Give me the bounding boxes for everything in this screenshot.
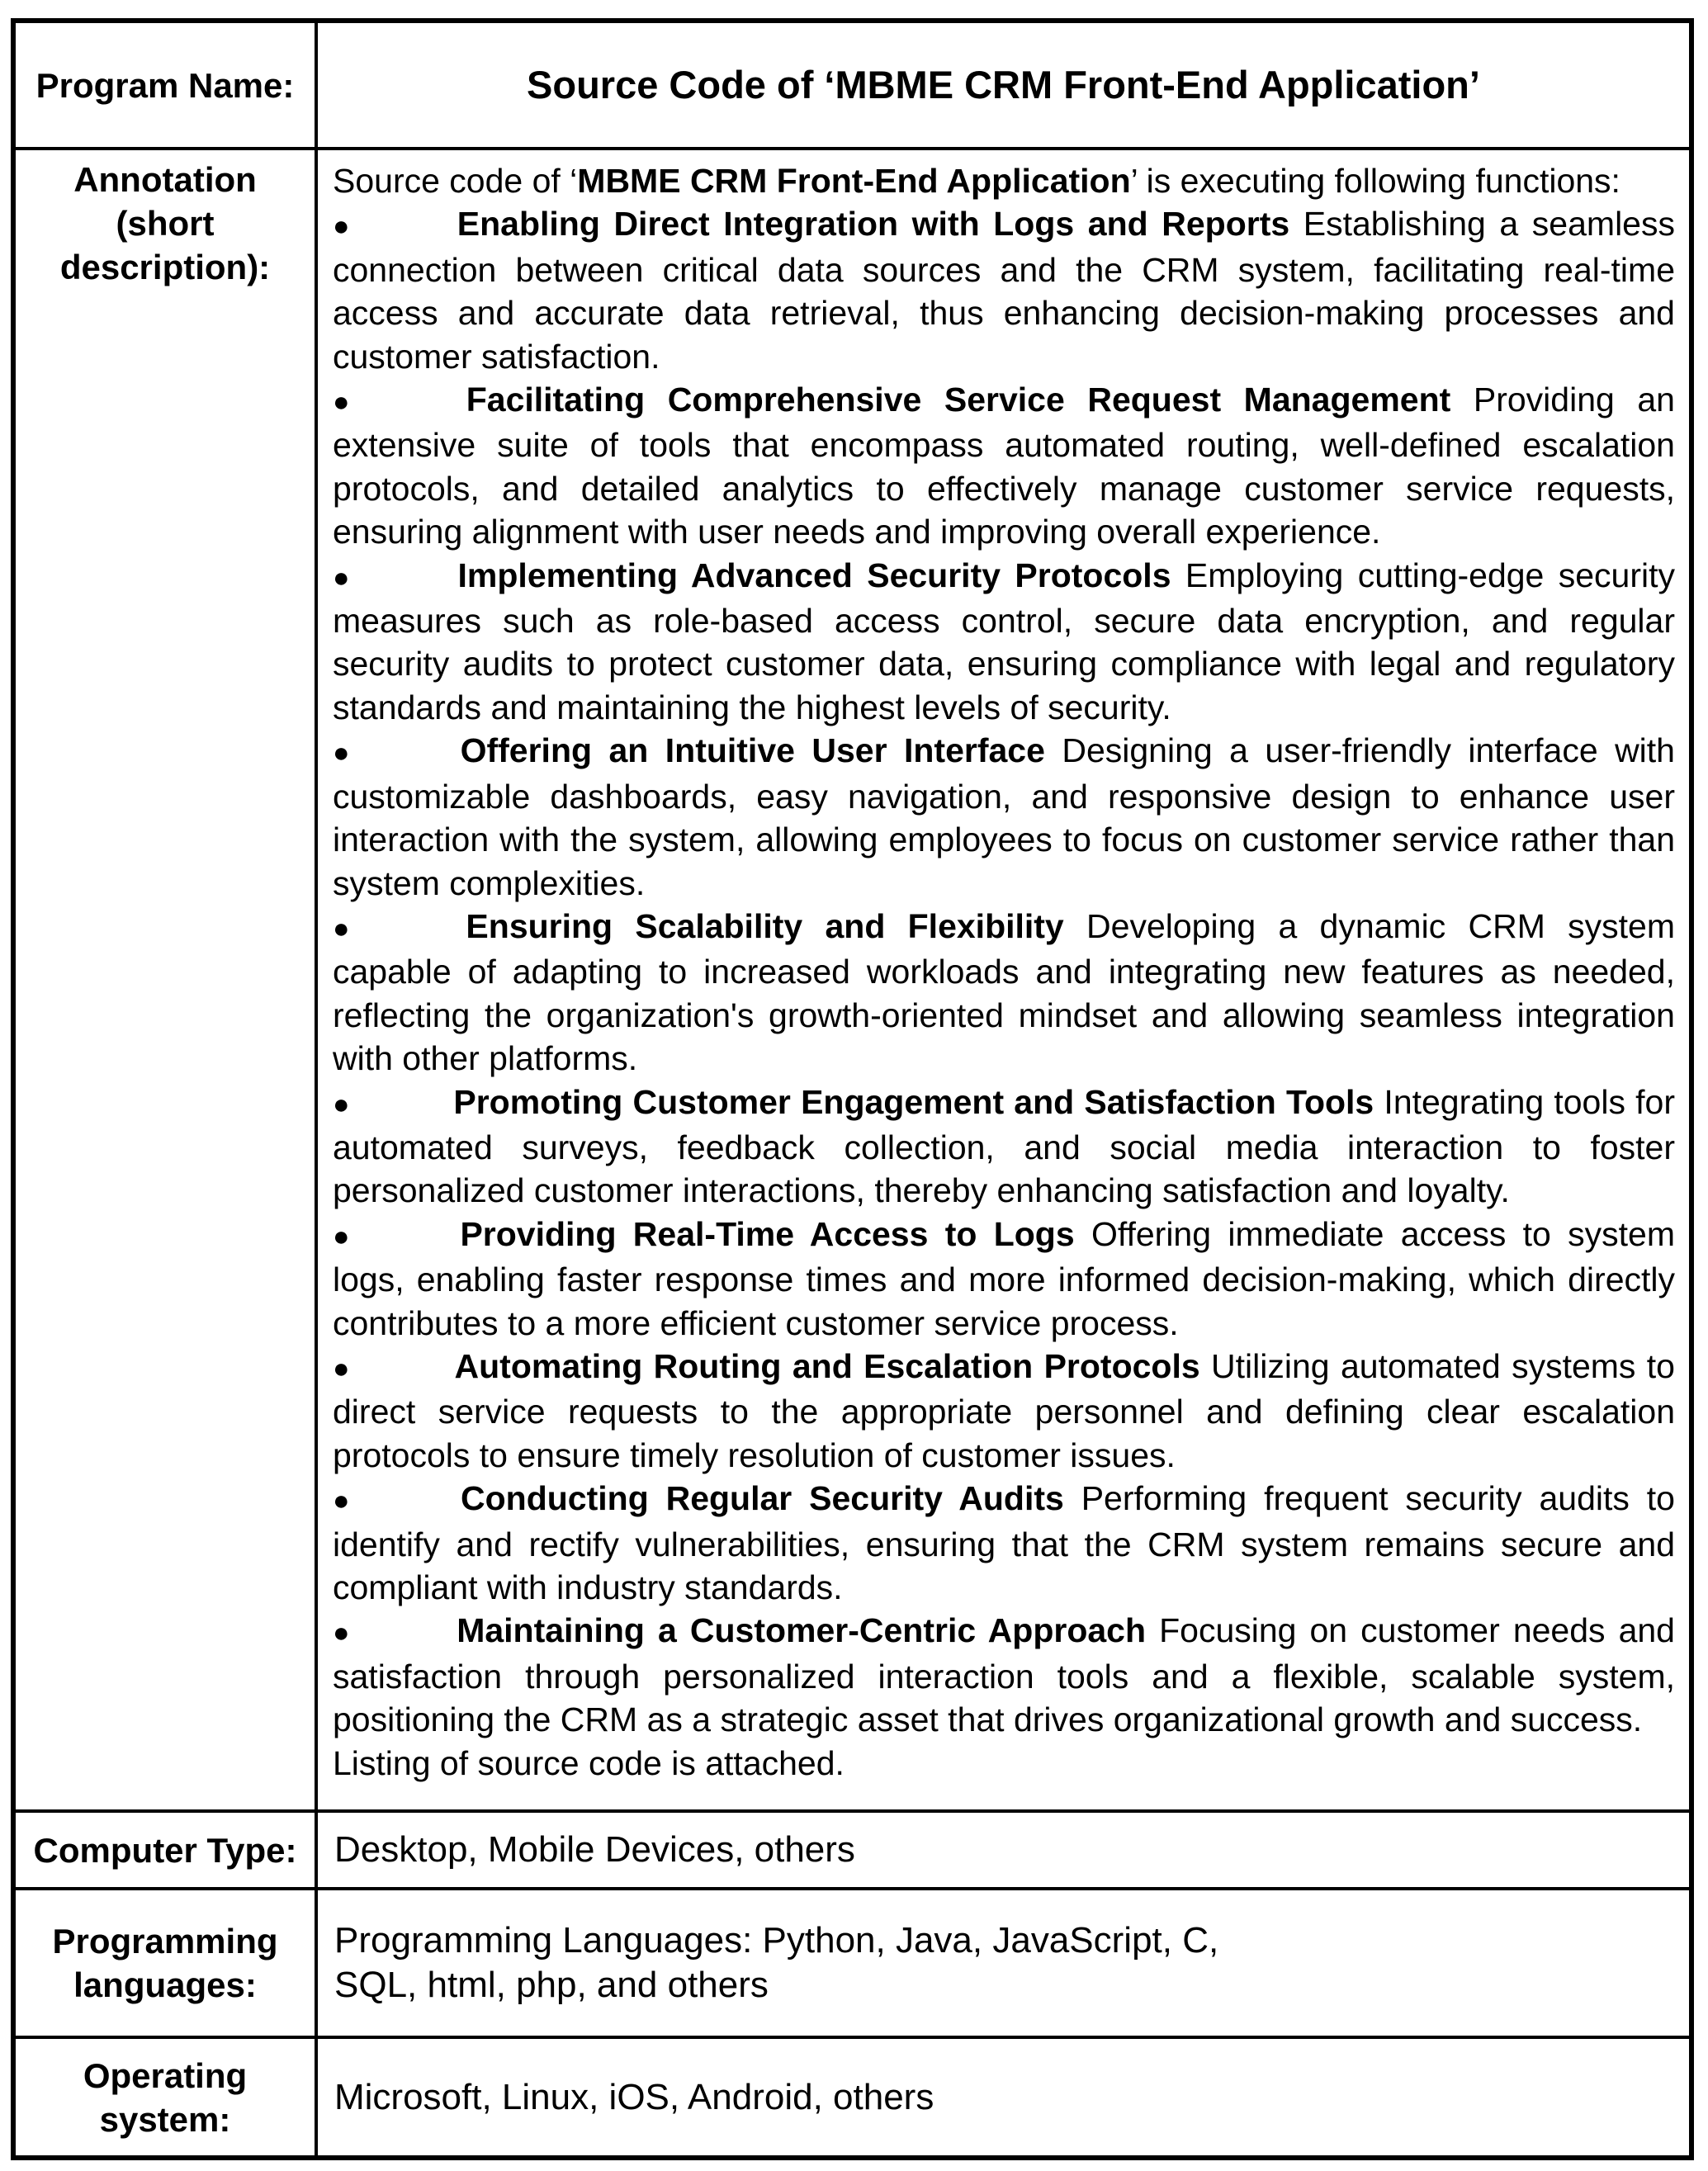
annotation-value-cell: [318, 150, 1689, 1809]
programming-languages-value-cell: [318, 1890, 1689, 2036]
computer-type-value-cell: [318, 1813, 1689, 1887]
program-name-value-cell: [318, 23, 1689, 147]
bullet-text: Developing a dynamic CRM system capable of adapting to increased workloads and integrating new features as needed, reflecting the organization's growth-oriented mindset and allowing seamless integration with other platforms.: [333, 906, 1675, 1078]
bullet-text: Establishing a seamless connection between critical data sources and the CRM system, facilitating real-time access and accurate data retrieval, thus enhancing decision-making processes and customer satisfaction.: [333, 205, 1675, 376]
annotation-bullet-item: [333, 729, 1675, 905]
bullet-title: Ensuring Scalability and Flexibility: [466, 906, 1064, 945]
bullet-icon: ●: [333, 1088, 351, 1120]
bullet-icon: ●: [333, 737, 357, 769]
annotation-bullet-item: [333, 1081, 1675, 1213]
bullet-title: Providing Real-Time Access to Logs: [460, 1214, 1075, 1253]
bullet-icon: ●: [333, 561, 355, 594]
bullet-text: Integrating tools for automated surveys, feedback collection, and social media interaction to foster personalized customer interactions, thereby enhancing satisfaction and loyalty.: [333, 1082, 1675, 1210]
annotation-bullet-item: [333, 1345, 1675, 1477]
operating-system-value-cell: [318, 2039, 1689, 2155]
annotation-bullet-item: [333, 905, 1675, 1081]
computer-type-value: Desktop, Mobile Devices, others: [334, 1829, 855, 1870]
computer-type-label: Computer Type:: [33, 1830, 297, 1870]
bullet-title: Conducting Regular Security Audits: [461, 1479, 1064, 1518]
annotation-label: Annotation (short description):: [59, 160, 271, 286]
annotation-closing: Listing of source code is attached.: [333, 1743, 845, 1782]
bullet-icon: ●: [333, 210, 354, 243]
annotation-label-cell: [16, 150, 315, 1809]
bullet-icon: ●: [333, 1220, 357, 1252]
bullet-icon: ●: [333, 1617, 354, 1649]
computer-type-label-cell: [16, 1813, 315, 1887]
bullet-icon: ●: [333, 912, 363, 944]
bullet-title: Facilitating Comprehensive Service Request Management: [466, 381, 1451, 419]
annotation-bullet-item: [333, 378, 1675, 554]
operating-system-label-cell: [16, 2039, 315, 2155]
bullet-icon: ●: [333, 1485, 358, 1517]
annotation-intro-prefix: Source code of ‘: [333, 162, 578, 200]
bullet-icon: ●: [333, 386, 363, 419]
program-name-label-cell: [16, 23, 315, 147]
programming-languages-label-cell: [16, 1890, 315, 2036]
bullet-text: Designing a user-friendly interface with customizable dashboards, easy navigation, and responsive design to enhance user interaction with the system, allowing employees to focus on customer service rather than system complexities.: [333, 731, 1675, 902]
operating-system-value: Microsoft, Linux, iOS, Android, others: [334, 2076, 934, 2117]
annotation-bullet-item: [333, 202, 1675, 378]
bullet-text: Performing frequent security audits to identify and rectify vulnerabilities, ensuring that the CRM system remains secure and compliant with industry standards.: [333, 1479, 1675, 1606]
bullet-title: Promoting Customer Engagement and Satisfaction Tools: [453, 1082, 1374, 1121]
program-name-label: Program Name:: [35, 65, 295, 105]
annotation-intro-suffix: ’ is executing following functions:: [1130, 162, 1620, 200]
annotation-bullet-item: [333, 1477, 1675, 1609]
programming-languages-label: Programming languages:: [52, 1922, 278, 2004]
bullet-text: Employing cutting-edge security measures such as role-based access control, secure data encryption, and regular security audits to protect customer data, ensuring compliance with legal and regulatory standards and maintaining the highest levels of security.: [333, 556, 1675, 726]
bullet-text: Focusing on customer needs and satisfaction through personalized interaction tools and a flexible, scalable system, positioning the CRM as a strategic asset that drives organizational growth and success.: [333, 1611, 1675, 1739]
bullet-title: Enabling Direct Integration with Logs and Reports: [457, 205, 1290, 244]
bullet-title: Offering an Intuitive User Interface: [460, 731, 1045, 770]
annotation-intro: [333, 159, 1675, 202]
bullet-text: Utilizing automated systems to direct service requests to the appropriate personnel and defining clear escalation protocols to ensure timely resolution of customer issues.: [333, 1346, 1675, 1474]
bullet-text: Providing an extensive suite of tools that encompass automated routing, well-defined escalation protocols, and detailed analytics to effectively manage customer service requests, ensuring alignment with user needs and improving overall experience.: [333, 381, 1675, 551]
bullet-title: Automating Routing and Escalation Protocols: [454, 1346, 1200, 1385]
programming-languages-value-line2: SQL, html, php, and others: [334, 1965, 769, 2005]
annotation-intro-bold: MBME CRM Front-End Application: [577, 162, 1131, 200]
bullet-title: Implementing Advanced Security Protocols: [457, 556, 1171, 594]
program-name-value: Source Code of ‘MBME CRM Front-End Application’: [527, 63, 1480, 106]
bullet-icon: ●: [333, 1352, 352, 1384]
annotation-bullet-item: [333, 554, 1675, 730]
annotation-bullet-item: [333, 1609, 1675, 1741]
programming-languages-value-line1: Programming Languages: Python, Java, JavaScript, C,: [334, 1920, 1219, 1961]
bullet-text: Offering immediate access to system logs, enabling faster response times and more informed decision-making, which directly contributes to a more efficient customer service process.: [333, 1214, 1675, 1342]
operating-system-label: Operating system:: [83, 2055, 248, 2139]
annotation-bullet-item: [333, 1213, 1675, 1345]
program-info-table: [11, 18, 1694, 2160]
bullet-title: Maintaining a Customer-Centric Approach: [457, 1611, 1147, 1650]
